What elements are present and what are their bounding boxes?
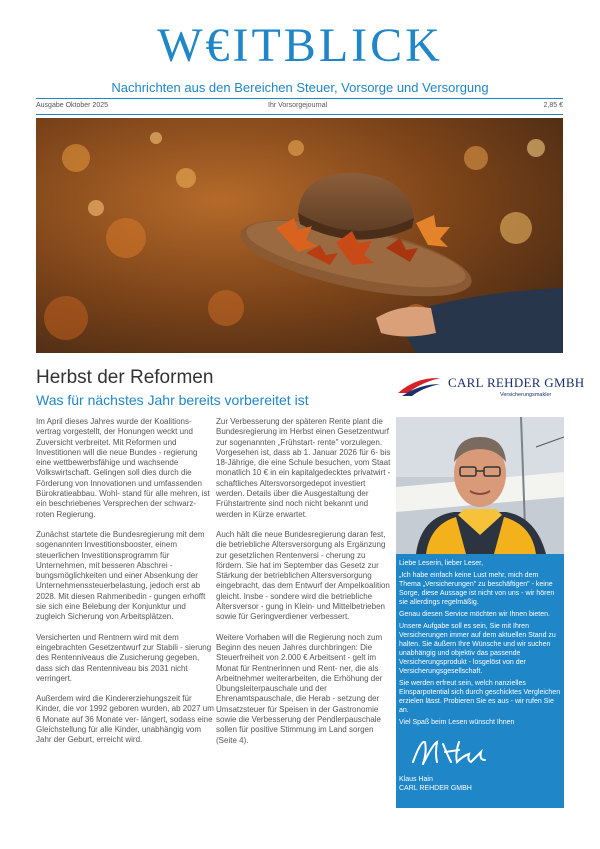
letter-paragraph: „Ich habe einfach keine Lust mehr, mich dem Thema „Versicherungen" zu beschäftigen" - keine Sorge, diese Aussage ist nicht von uns - wir hören sie allerdings regelmäßig. (399, 572, 555, 606)
issue-info-row (36, 100, 563, 114)
article-subheadline: Was für nächstes Jahr bereits vorbereitet ist (36, 392, 309, 408)
paragraph: Versicherten und Rentnern wird mit dem eingebrachten Gesetzentwurf zur Stabili - sierung des Rentenniveaus die Zusicherung gegeben, dass sich das Rentenniveau bis 2031 nicht verringert. (36, 632, 212, 683)
signature-image (407, 734, 497, 770)
paragraph: Zunächst startete die Bundesregierung mit dem sogenannten Investitionsbooster, einem steuerlichen Investitionsprogramm für Unternehmen, mit besseren Abschrei - bungsmöglichkeiten und einer Absenkung der Unternehmenssteuerbelastung, jedoch erst ab 2028. Mit diesen Rahmenbedin - gungen erhofft sie sich eine Belebung der Konjunktur und zugleich Sicherung von Arbeitsplätzen. (36, 529, 206, 622)
paragraph: Außerdem wird die Kindererziehungszeit für Kinder, die vor 1992 geboren wurden, ab 2027 um 6 Monate auf 36 Monate ver- längert, sodass eine Gleichstellung für alle Kinder, unabhängig vom Jahr der Geburt, erreicht wird. (36, 694, 214, 745)
company-logo (396, 373, 585, 403)
hero-illustration (36, 118, 563, 353)
paragraph: Weitere Vorhaben will die Regierung noch zum Beginn des neuen Jahres durchbringen: Die Steuerfreiheit von 2.000 € Arbeitsent - gelt im Monat für Rentnerinnen und Rent- ner, die als Arbeitnehmer weiterarbeiten, die Erhöhung der Übungsleiterpauschale und der Ehrenamtspauschale, die Herab - setzung der Umsatzsteuer für Speisen in der Gastronomie sowie die Verbesserung der Pendlerpauschale sollen für positive Stimmung im Land sorgen (Seite 4). (216, 632, 383, 745)
masthead-title: W€ITBLICK (157, 19, 443, 72)
portrait-illustration (396, 417, 564, 554)
logo-company-name: CARL REHDER GMBH (448, 375, 585, 390)
signer-name: Klaus Hain (399, 776, 433, 783)
article-column-1 (36, 417, 214, 756)
author-portrait (396, 417, 564, 554)
logo-swoosh-icon (396, 375, 442, 397)
letter-paragraph: Sie werden erfreut sein, welch nanzielles Einsparpotential sich durch geschicktes Vergleichen erzielen lässt. Probieren Sie es aus - wir rufen Sie an. (399, 680, 561, 714)
signer-company: CARL REHDER GMBH (399, 785, 472, 792)
article-column-2 (216, 417, 392, 756)
article-headline: Herbst der Reformen (36, 367, 214, 388)
logo-tagline: Versicherungsmakler (500, 392, 552, 398)
top-rule (36, 98, 563, 99)
letter-closing: Viel Spaß beim Lesen wünscht Ihnen (399, 719, 515, 726)
bottom-rule (36, 114, 563, 115)
paragraph: Auch hält die neue Bundesregierung daran fest, die betriebliche Altersversorgung als Ergänzung zur gesetzlichen Rentenversi - cherung zu fördern. Sie hat im September das Gesetz zur Stärkung der betrieblichen Altersversorgung eingebracht, das dem Entwurf der Ampelkoalition gleicht. Insbe - sondere wird die betriebliche Altersversor - gung in Klein- und Mittelbetrieben sowie für Geringverdiener verbessert. (216, 529, 390, 622)
letter-greeting: Liebe Leserin, lieber Leser, (399, 560, 484, 567)
letter-paragraph: Unsere Aufgabe soll es sein, Sie mit Ihren Versicherungen immer auf dem aktuellen Stand zu halten. Sie äußern Ihre Wünsche und wir suchen unabhängig und objektiv das passende Versicherungsprodukt - losgelöst von der Versicherungsgesellschaft. (399, 623, 556, 675)
letter-paragraph: Genau diesen Service möchten wir Ihnen bieten. (399, 611, 550, 618)
paragraph: Im April dieses Jahres wurde der Koalitions- vertrag vorgestellt, der Honungen weckt und Zuversicht verbreitet. Mit Reformen und Investitionen will die neue Bundes - regierung eine wettbewerbsfähige und wachsende Volkswirtschaft. Gelingen soll dies durch die Förderung von Innovationen und umfassenden Bürokratieabbau. Wohl- stand für alle mehren, ist ein beschriebenes Versprechen der schwarz-roten Regierung. (36, 417, 210, 519)
paragraph: Zur Verbesserung der späteren Rente plant die Bundesregierung im Herbst einen Gesetzentwurf zur sogenannten „Frühstart- rente" vorzulegen. Vorgesehen ist, dass ab 1. Januar 2026 für 6- bis 18-Jährige, die eine Schule besuchen, vom Staat monatlich 10 € in ein kapitalgedecktes privatwirt - schaftliches Altersvorsorgedepot investiert werden. Details über die Ausgestaltung der Frühstartrente sind noch nicht bekannt und werden in Kürze erwartet. (216, 417, 391, 519)
issue-journal: Ihr Vorsorgejournal (268, 102, 328, 109)
issue-price: 2,85 € (543, 102, 563, 109)
hero-image (36, 118, 563, 353)
issue-edition: Ausgabe Oktober 2025 (36, 102, 108, 109)
masthead-subtitle: Nachrichten aus den Bereichen Steuer, Vorsorge und Versorgung (111, 80, 489, 95)
editorial-letter (396, 554, 564, 808)
